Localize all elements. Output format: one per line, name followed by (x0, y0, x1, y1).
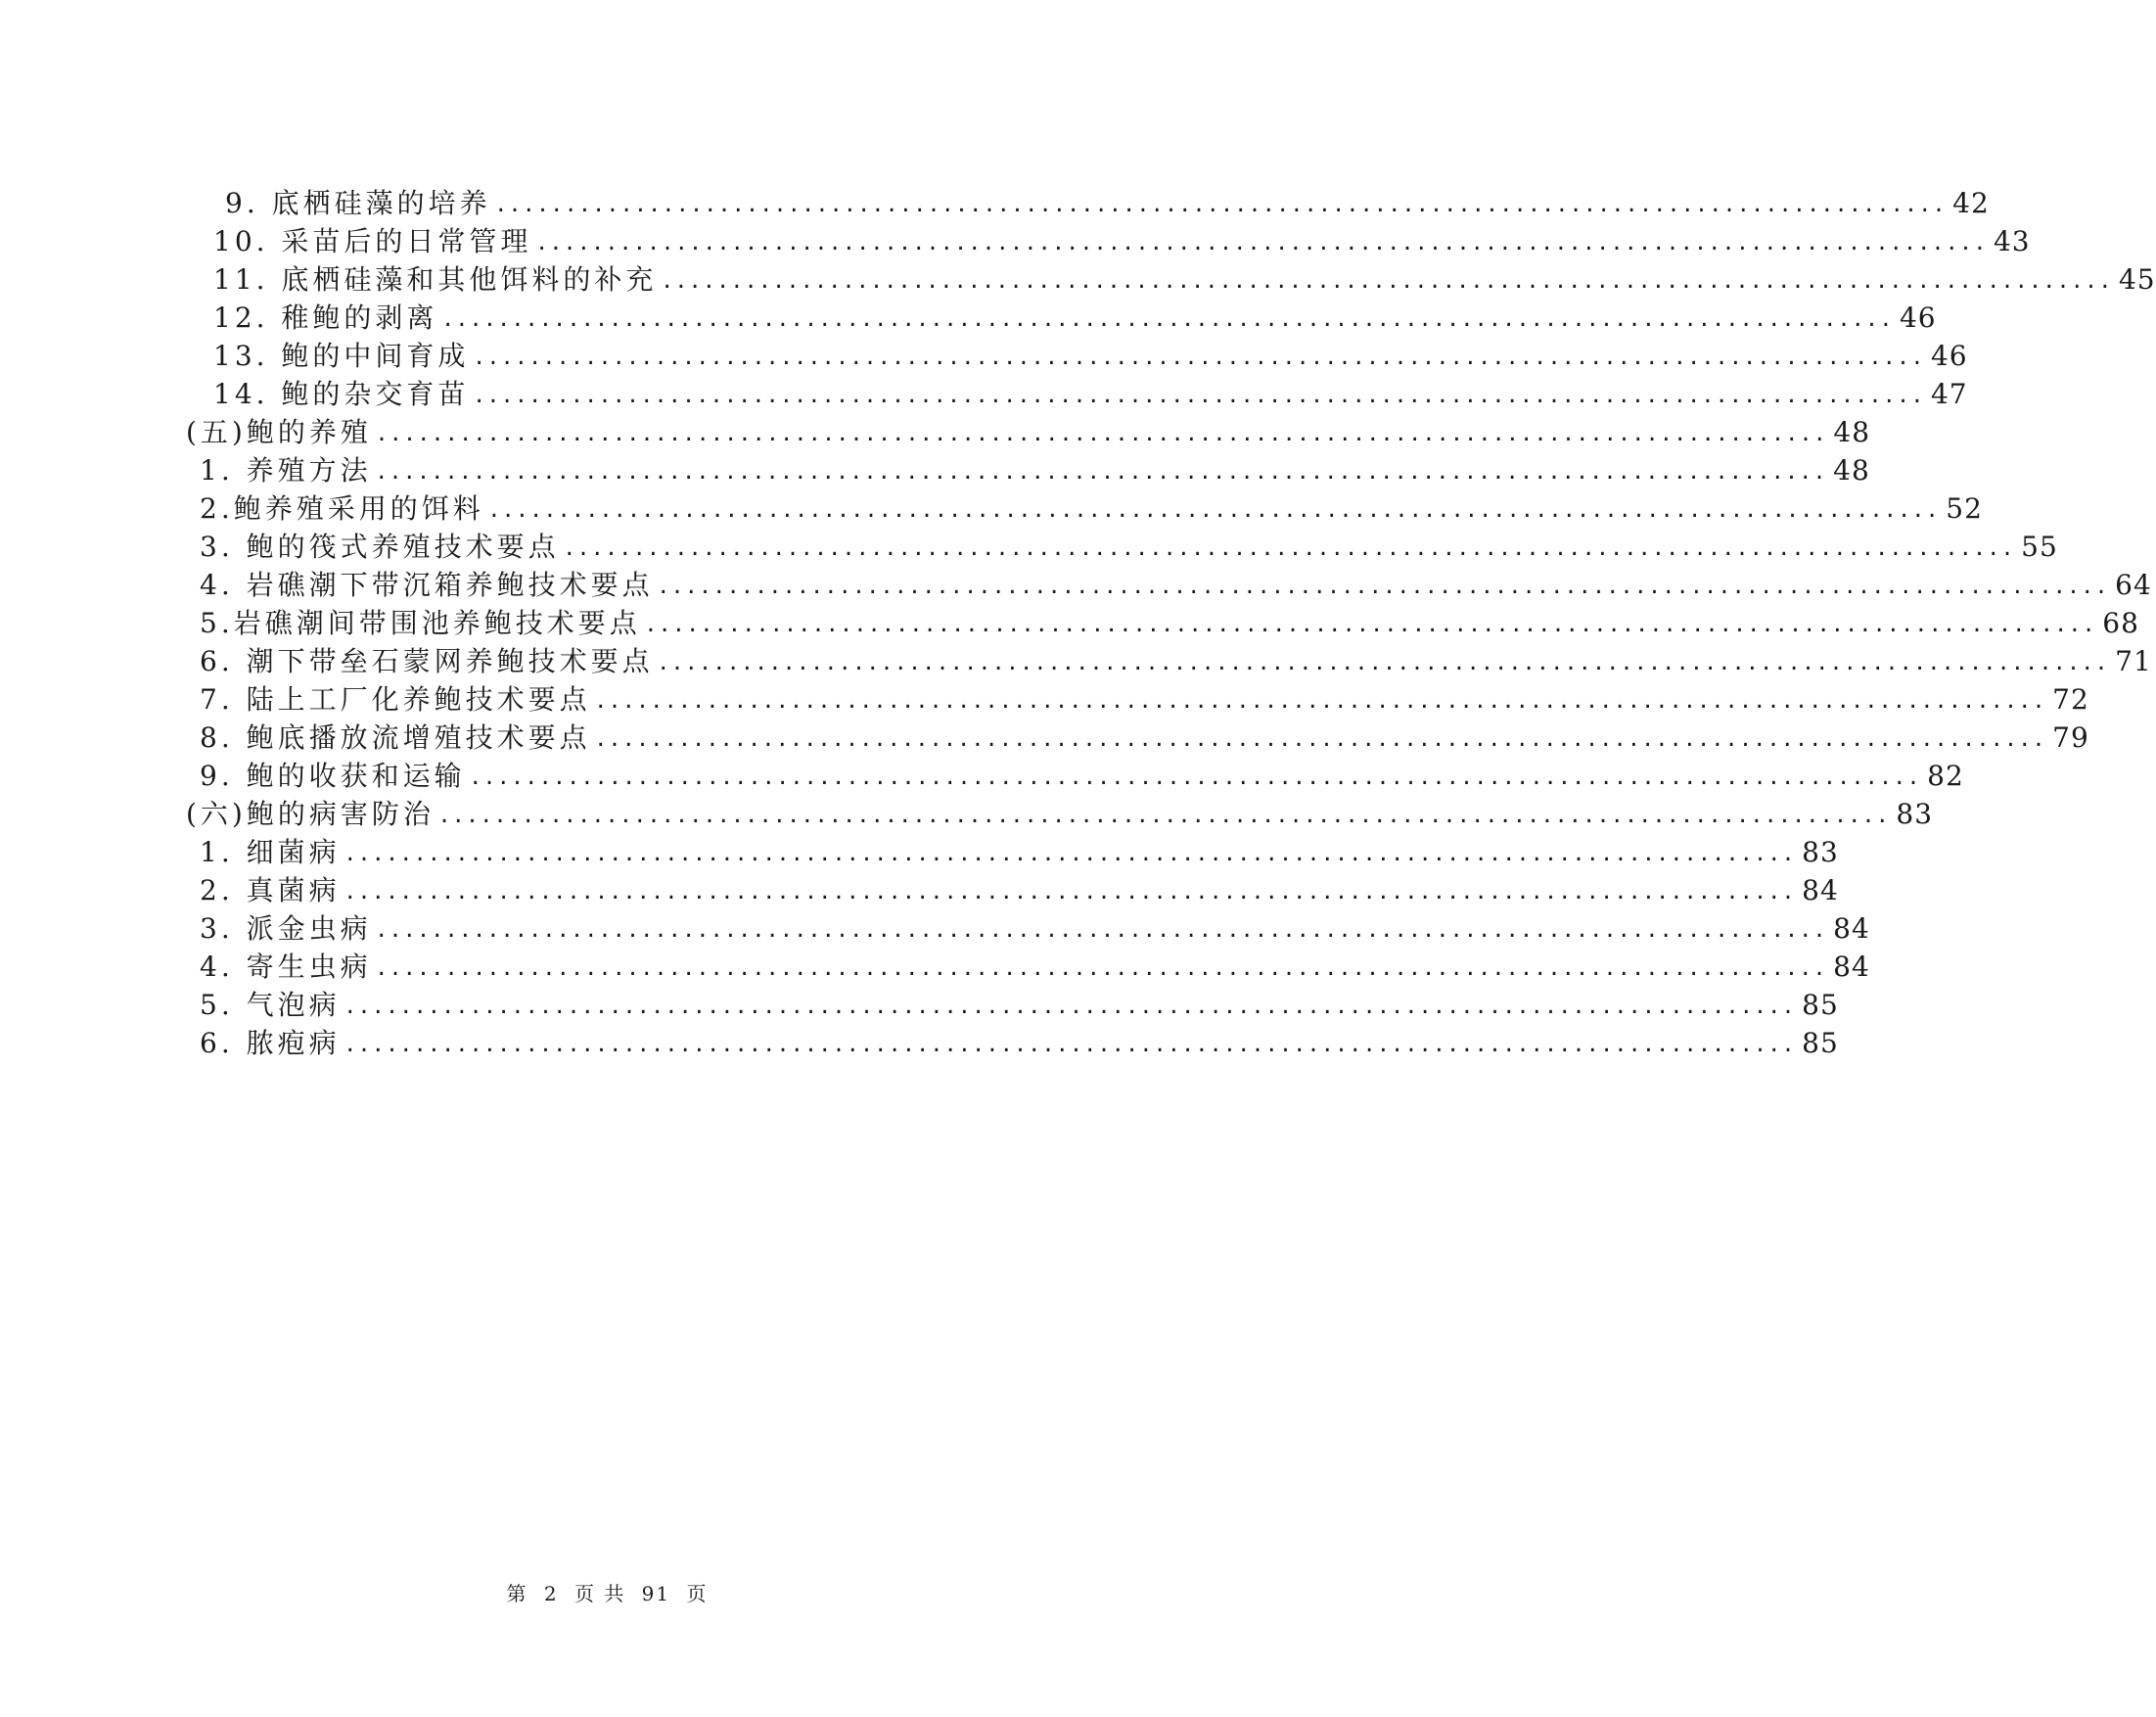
toc-entry[interactable] (200, 445, 1870, 487)
toc-entry-page: 48 (1833, 454, 1870, 487)
toc-entry[interactable] (225, 178, 1990, 220)
toc-entry-page: 48 (1833, 416, 1871, 448)
toc-leader-dots: ........................................................................................................ (475, 342, 1927, 371)
toc-entry-page: 82 (1927, 760, 1964, 792)
toc-entry-page: 85 (1802, 1027, 1839, 1059)
toc-entry[interactable] (200, 865, 1839, 907)
toc-entry-label: 10. 采苗后的日常管理 (213, 225, 532, 257)
toc-entry-page: 84 (1802, 874, 1839, 906)
toc-entry-label: 13. 鲍的中间育成 (213, 340, 470, 372)
toc-entry-label: 5. 气泡病 (200, 989, 341, 1021)
toc-entry[interactable] (200, 904, 1870, 946)
toc-leader-dots: ........................................................................................................ (377, 456, 1830, 486)
toc-leader-dots: ........................................................................................................ (475, 380, 1927, 409)
toc-leader-dots: ........................................................................................................ (471, 762, 1924, 791)
toc-entry-page: 84 (1833, 912, 1870, 945)
toc-entry-page: 46 (1930, 340, 1968, 372)
toc-entry[interactable] (213, 293, 1937, 335)
toc-leader-dots: ........................................................................................................ (377, 914, 1830, 944)
toc-leader-dots: ........................................................................................................ (659, 647, 2112, 676)
toc-entry-page: 84 (1833, 951, 1870, 983)
toc-entry[interactable] (213, 331, 1968, 373)
toc-entry-page: 64 (2115, 569, 2152, 601)
toc-leader-dots: ........................................................................................................ (377, 952, 1830, 982)
toc-leader-dots: ........................................................................................................ (646, 609, 2099, 638)
toc-entry[interactable] (200, 751, 1964, 793)
toc-entry-label: 11. 底栖硅藻和其他饵料的补充 (213, 263, 658, 296)
toc-entry-page: 45 (2118, 263, 2156, 296)
toc-entry-label: 6. 脓疱病 (200, 1027, 341, 1059)
toc-entry-page: 85 (1802, 989, 1839, 1021)
toc-entry-label: 9. 鲍的收获和运输 (200, 760, 466, 792)
toc-entry-label: 12. 稚鲍的剥离 (213, 302, 438, 334)
footer-total-pages: 91 (641, 1582, 671, 1605)
toc-entry-page: 72 (2052, 683, 2089, 716)
toc-entry-page: 83 (1896, 798, 1934, 830)
toc-entry-page: 52 (1946, 492, 1983, 525)
toc-entry[interactable] (200, 942, 1870, 984)
toc-entry-page: 83 (1802, 836, 1839, 868)
toc-entry[interactable] (213, 216, 2031, 258)
toc-leader-dots: ........................................................................................................ (663, 265, 2115, 295)
toc-entry-label: 3. 鲍的筏式养殖技术要点 (200, 531, 560, 563)
toc-leader-dots: ........................................................................................................ (596, 685, 2049, 715)
toc-leader-dots: ........................................................................................................ (345, 991, 1799, 1020)
page-footer (0, 1578, 1215, 1606)
toc-entry-label: 8. 鲍底播放流增殖技术要点 (200, 721, 591, 754)
toc-entry-label: 9. 底栖硅藻的培养 (225, 187, 491, 219)
toc-section-entry[interactable] (186, 789, 1934, 831)
toc-entry-label: 3. 派金虫病 (200, 912, 372, 945)
toc-entry[interactable] (200, 980, 1839, 1022)
toc-leader-dots: ........................................................................................................ (537, 227, 1990, 256)
toc-entry-label: 4. 岩礁潮下带沉箱养鲍技术要点 (200, 569, 654, 601)
toc-entry-page: 47 (1930, 378, 1968, 410)
toc-entry[interactable] (200, 827, 1839, 869)
toc-leader-dots: ........................................................................................................ (439, 800, 1893, 829)
toc-entry[interactable] (200, 674, 2089, 717)
toc-entry[interactable] (200, 1018, 1839, 1060)
toc-leader-dots: ........................................................................................................ (565, 533, 2018, 562)
toc-entry-label: 14. 鲍的杂交育苗 (213, 378, 470, 410)
toc-entry-label: 2.鲍养殖采用的饵料 (200, 492, 484, 525)
toc-entry-label: 1. 养殖方法 (200, 454, 372, 487)
toc-leader-dots: ........................................................................................................ (345, 1029, 1799, 1058)
toc-entry[interactable] (200, 484, 1983, 526)
footer-current-page: 2 (543, 1582, 559, 1605)
toc-leader-dots: ........................................................................................................ (596, 723, 2049, 753)
toc-entry-page: 55 (2021, 531, 2058, 563)
toc-entry-page: 71 (2115, 645, 2152, 677)
toc-entry-label: 1. 细菌病 (200, 836, 341, 868)
toc-section-label: (五)鲍的养殖 (186, 416, 372, 448)
toc-entry-page: 43 (1993, 225, 2031, 257)
toc-entry-label: 6. 潮下带垒石蒙网养鲍技术要点 (200, 645, 654, 677)
toc-leader-dots: ........................................................................................................ (443, 303, 1896, 333)
toc-leader-dots: ........................................................................................................ (489, 494, 1943, 524)
toc-entry-page: 42 (1952, 187, 1990, 219)
toc-leader-dots: ........................................................................................................ (345, 876, 1799, 905)
toc-entry-page: 68 (2102, 607, 2139, 639)
toc-entry[interactable] (200, 598, 2139, 640)
toc-entry[interactable] (200, 560, 2152, 602)
toc-leader-dots: ........................................................................................................ (496, 189, 1950, 218)
toc-entry-label: 7. 陆上工厂化养鲍技术要点 (200, 683, 591, 716)
toc-entry[interactable] (200, 713, 2089, 755)
toc-entry[interactable] (213, 369, 1968, 411)
toc-entry-label: 4. 寄生虫病 (200, 951, 372, 983)
toc-entry-label: 5.岩礁潮间带围池养鲍技术要点 (200, 607, 641, 639)
footer-suffix: 页 (686, 1582, 709, 1605)
toc-leader-dots: ........................................................................................................ (377, 418, 1830, 447)
toc-leader-dots: ........................................................................................................ (659, 571, 2112, 600)
toc-entry[interactable] (200, 522, 2058, 564)
toc-entry[interactable] (213, 255, 2156, 297)
toc-entry-page: 79 (2052, 721, 2089, 754)
footer-prefix: 第 (506, 1582, 528, 1605)
toc-leader-dots: ........................................................................................................ (345, 838, 1799, 867)
toc-entry[interactable] (200, 636, 2152, 678)
toc-entry-label: 2. 真菌病 (200, 874, 341, 906)
toc-section-entry[interactable] (186, 407, 1871, 449)
footer-middle: 页 共 (573, 1582, 626, 1605)
toc-section-label: (六)鲍的病害防治 (186, 798, 435, 830)
toc-entry-page: 46 (1899, 302, 1937, 334)
